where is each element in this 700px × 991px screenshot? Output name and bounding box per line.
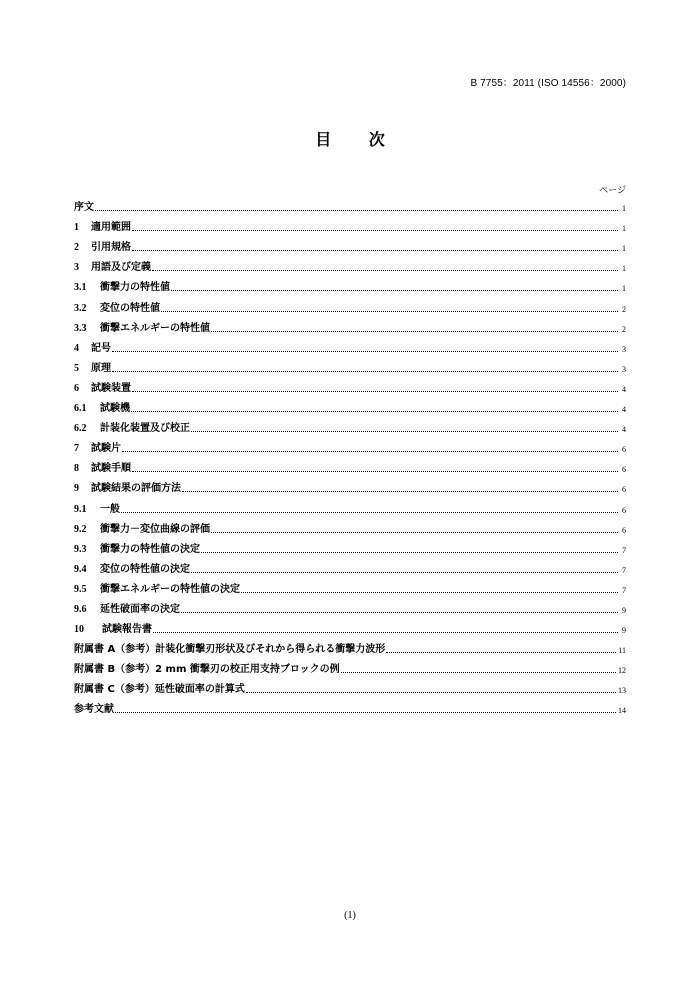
toc-entry-number: 3	[74, 262, 79, 274]
toc-entry-title: 適用範囲	[91, 222, 131, 234]
toc-entry-page: 6	[622, 485, 626, 495]
toc-entry-6-1[interactable]	[74, 397, 626, 417]
toc-entry-annex-a[interactable]	[74, 638, 626, 658]
toc-entry-3[interactable]	[74, 256, 626, 276]
toc-entry-2[interactable]	[74, 236, 626, 256]
toc-entry-page: 14	[618, 706, 626, 716]
leader-dots	[191, 431, 618, 432]
toc-entry-number: 9.1	[74, 503, 87, 515]
toc-entry-number: 9.3	[74, 543, 87, 555]
toc-entry-page: 9	[622, 605, 626, 615]
toc-entry-page: 11	[618, 646, 626, 656]
leader-dots	[241, 592, 618, 593]
toc-entry-9-6[interactable]	[74, 598, 626, 618]
toc-entry-page: 1	[622, 264, 626, 274]
toc-entry-annex-c[interactable]	[74, 678, 626, 698]
leader-dots	[211, 532, 618, 533]
toc-entry-title: 附属書 B（参考）2 mm 衝撃刃の校正用支持ブロックの例	[74, 664, 340, 676]
leader-dots	[211, 331, 618, 332]
toc-entry-number: 9.4	[74, 563, 87, 575]
toc-entry-page: 1	[622, 224, 626, 234]
toc-entry-page: 3	[622, 344, 626, 354]
leader-dots	[95, 210, 618, 211]
toc-entry-9-4[interactable]	[74, 558, 626, 578]
toc-entry-number: 3.1	[74, 282, 87, 294]
toc-entry-page: 1	[622, 244, 626, 254]
leader-dots	[132, 250, 618, 251]
toc-entry-number: 8	[74, 463, 79, 475]
toc-entry-title: 参考文献	[74, 704, 114, 716]
toc-entry-number: 6	[74, 382, 79, 394]
toc-entry-page: 7	[622, 565, 626, 575]
toc-entry-title: 試験結果の評価方法	[91, 483, 181, 495]
toc-entry-page: 6	[622, 525, 626, 535]
toc-entry-number: 6.2	[74, 423, 87, 435]
page-column-label: ページ	[599, 186, 626, 196]
toc-entry-title: 計装化装置及び校正	[100, 423, 190, 435]
toc-entry-title: 引用規格	[91, 242, 131, 254]
toc-entry-title: 試験報告書	[102, 624, 152, 636]
toc-entry-1[interactable]	[74, 216, 626, 236]
toc-entry-4[interactable]	[74, 337, 626, 357]
toc-entry-title: 試験機	[100, 403, 130, 415]
toc-entry-number: 2	[74, 242, 79, 254]
toc-entry-title: 衝撃力の特性値	[100, 282, 170, 294]
toc-entry-page: 6	[622, 505, 626, 515]
toc-entry-page: 6	[622, 445, 626, 455]
toc-entry-title: 用語及び定義	[91, 262, 151, 274]
toc-entry-page: 4	[622, 425, 626, 435]
toc-entry-9-3[interactable]	[74, 538, 626, 558]
toc-entry-title: 衝撃エネルギーの特性値	[100, 322, 210, 334]
toc-entry-title: 附属書 A（参考）計装化衝撃刃形状及びそれから得られる衝撃力波形	[74, 644, 386, 656]
leader-dots	[115, 712, 616, 713]
toc-entry-3-3[interactable]	[74, 317, 626, 337]
toc-entry-page: 2	[622, 324, 626, 334]
toc-entry-title: 試験装置	[91, 382, 131, 394]
toc-entry-number: 6.1	[74, 403, 87, 415]
toc-entry-6[interactable]	[74, 377, 626, 397]
toc-entry-9-2[interactable]	[74, 518, 626, 538]
toc-entry-9-5[interactable]	[74, 578, 626, 598]
toc-entry-title: 序文	[74, 202, 94, 214]
standard-number: B 7755：2011 (ISO 14556：2000)	[470, 78, 626, 89]
toc-entry-10[interactable]	[74, 618, 626, 638]
leader-dots	[122, 451, 618, 452]
toc-entry-number: 9.6	[74, 603, 87, 615]
toc-entry-3-2[interactable]	[74, 296, 626, 316]
toc-entry-title: 原理	[91, 362, 111, 374]
leader-dots	[121, 512, 618, 513]
toc-entry-8[interactable]	[74, 457, 626, 477]
toc-entry-annex-b[interactable]	[74, 658, 626, 678]
leader-dots	[161, 311, 618, 312]
toc-entry-9-1[interactable]	[74, 497, 626, 517]
toc-entry-title: 記号	[91, 342, 111, 354]
leader-dots	[181, 612, 618, 613]
toc-entry-6-2[interactable]	[74, 417, 626, 437]
page-number: (1)	[344, 910, 356, 921]
toc-entry-3-1[interactable]	[74, 276, 626, 296]
toc-entry-number: 9.5	[74, 583, 87, 595]
toc-entry-page: 7	[622, 545, 626, 555]
toc-entry-title: 衝撃力の特性値の決定	[100, 543, 200, 555]
leader-dots	[341, 672, 616, 673]
toc-entry-title: 衝撃力－変位曲線の評価	[100, 523, 210, 535]
toc-entry-title: 一般	[100, 503, 120, 515]
toc-entry-number: 5	[74, 362, 79, 374]
toc-entry-number: 9	[74, 483, 79, 495]
toc-entry-title: 衝撃エネルギーの特性値の決定	[100, 583, 240, 595]
leader-dots	[191, 572, 618, 573]
leader-dots	[182, 491, 618, 492]
toc-entry-page: 13	[618, 686, 626, 696]
toc-entry-number: 7	[74, 443, 79, 455]
toc-entry-title: 試験片	[91, 443, 121, 455]
leader-dots	[201, 552, 618, 553]
toc-entry-page: 2	[622, 304, 626, 314]
toc-entry-page: 1	[622, 284, 626, 294]
toc-entry-bibliography[interactable]	[74, 698, 626, 718]
toc-entry-title: 附属書 C（参考）延性破面率の計算式	[74, 684, 245, 696]
toc-entry-9[interactable]	[74, 477, 626, 497]
leader-dots	[132, 391, 618, 392]
leader-dots	[132, 471, 618, 472]
leader-dots	[112, 371, 618, 372]
toc-entry-page: 6	[622, 465, 626, 475]
leader-dots	[153, 632, 618, 633]
leader-dots	[246, 692, 616, 693]
leader-dots	[112, 351, 618, 352]
leader-dots	[152, 270, 618, 271]
toc-entry-7[interactable]	[74, 437, 626, 457]
toc-entry-title: 試験手順	[91, 463, 131, 475]
leader-dots	[132, 230, 618, 231]
toc-entry-title: 変位の特性値	[100, 302, 160, 314]
toc-entry-page: 12	[618, 666, 626, 676]
toc-entry-title: 変位の特性値の決定	[100, 563, 190, 575]
toc-entry-preface[interactable]	[74, 196, 626, 216]
toc-entry-page: 4	[622, 405, 626, 415]
table-of-contents	[74, 196, 626, 718]
toc-entry-number: 1	[74, 222, 79, 234]
toc-title: 目 次	[315, 130, 401, 149]
toc-entry-page: 4	[622, 384, 626, 394]
toc-entry-number: 3.3	[74, 322, 87, 334]
leader-dots	[131, 411, 618, 412]
toc-entry-page: 9	[622, 626, 626, 636]
toc-entry-5[interactable]	[74, 357, 626, 377]
leader-dots	[386, 652, 616, 653]
leader-dots	[171, 290, 618, 291]
toc-entry-page: 3	[622, 364, 626, 374]
toc-entry-number: 9.2	[74, 523, 87, 535]
toc-entry-title: 延性破面率の決定	[100, 603, 180, 615]
toc-entry-page: 1	[622, 204, 626, 214]
toc-entry-number: 10	[74, 624, 84, 636]
toc-entry-page: 7	[622, 585, 626, 595]
toc-entry-number: 3.2	[74, 302, 87, 314]
toc-entry-number: 4	[74, 342, 79, 354]
